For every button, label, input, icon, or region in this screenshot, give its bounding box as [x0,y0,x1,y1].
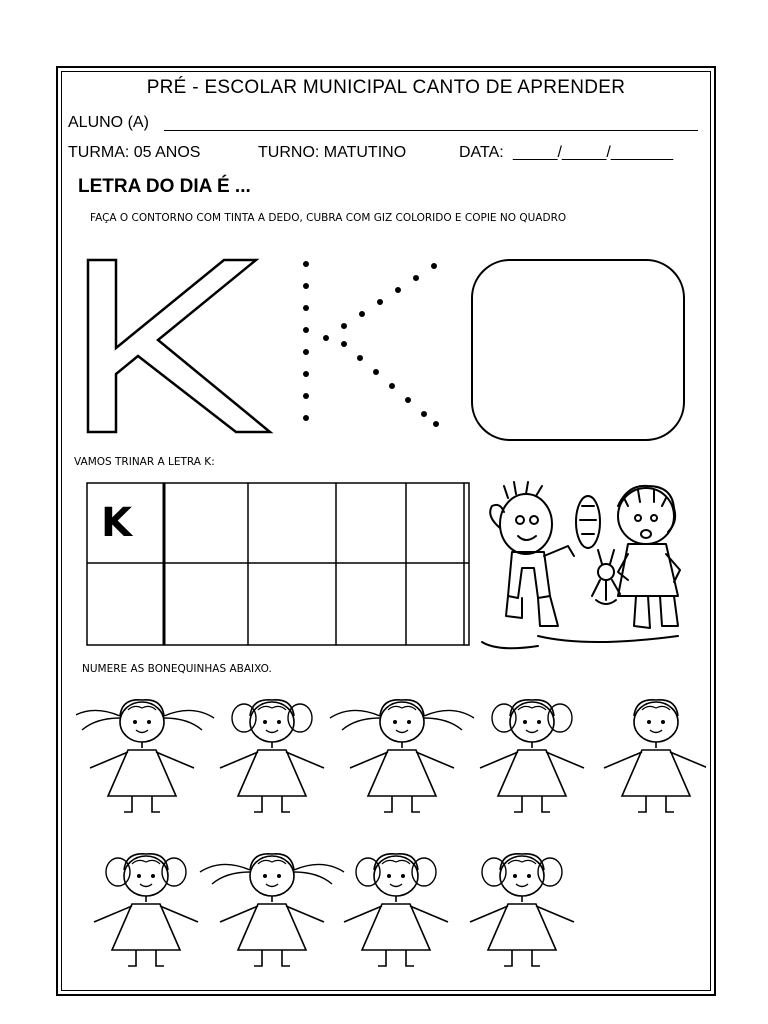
turno-label: TURNO: MATUTINO [258,144,407,161]
letter-heading: LETRA DO DIA É ... [78,176,251,197]
turma-label: TURMA: 05 ANOS [68,144,201,161]
outline-letter-k [84,256,274,436]
cartoon-kids-illustration [478,476,700,656]
aluno-label: ALUNO (A) [68,114,149,131]
aluno-field[interactable] [164,130,698,131]
data-field[interactable]: _____/_____/_______ [513,144,674,161]
practice-grid[interactable] [86,482,470,646]
copy-box[interactable] [470,258,686,442]
dotted-letter-k [296,258,446,434]
data-label: DATA: [459,144,504,161]
dolls-instruction: NUMERE AS BONEQUINHAS ABAIXO. [82,663,272,675]
practice-instruction: VAMOS TRINAR A LETRA K: [74,456,215,468]
school-title: PRÉ - ESCOLAR MUNICIPAL CANTO DE APRENDER [146,77,626,98]
dolls-row-2 [76,840,706,970]
grid-sample-letter: K [101,500,132,546]
dolls-row-1 [76,690,706,820]
letter-instruction: FAÇA O CONTORNO COM TINTA A DEDO, CUBRA COM GIZ COLORIDO E COPIE NO QUADRO [90,212,567,224]
